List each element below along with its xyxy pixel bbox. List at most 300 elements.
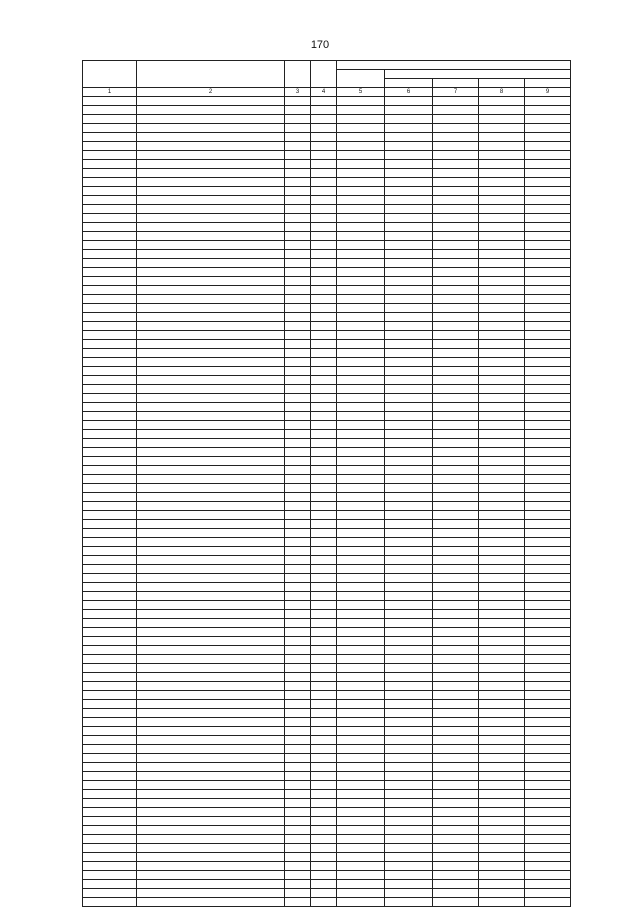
table-row (83, 547, 571, 556)
header-unit (285, 61, 311, 88)
table-row (83, 97, 571, 106)
table-cell (311, 538, 337, 547)
table-cell (385, 502, 433, 511)
table-row (83, 169, 571, 178)
table-cell (337, 394, 385, 403)
table-cell (479, 556, 525, 565)
table-cell (337, 862, 385, 871)
table-cell (83, 196, 137, 205)
table-cell (433, 259, 479, 268)
table-cell (433, 439, 479, 448)
table-cell (337, 205, 385, 214)
table-cell (285, 655, 311, 664)
table-cell (83, 529, 137, 538)
column-number: 3 (285, 88, 311, 97)
table-cell (433, 664, 479, 673)
table-cell (479, 322, 525, 331)
table-cell (311, 232, 337, 241)
table-row (83, 475, 571, 484)
table-cell (311, 781, 337, 790)
table-cell (337, 403, 385, 412)
header-release (337, 70, 385, 88)
table-cell (311, 835, 337, 844)
table-cell (525, 250, 571, 259)
table-cell (525, 259, 571, 268)
table-cell (137, 151, 285, 160)
table-cell (83, 727, 137, 736)
table-cell (337, 781, 385, 790)
table-row (83, 322, 571, 331)
table-cell (433, 448, 479, 457)
table-cell (337, 178, 385, 187)
table-cell (83, 115, 137, 124)
table-cell (83, 718, 137, 727)
table-cell (285, 115, 311, 124)
table-cell (433, 862, 479, 871)
table-cell (337, 466, 385, 475)
table-cell (337, 475, 385, 484)
table-row (83, 898, 571, 907)
table-cell (311, 520, 337, 529)
table-cell (337, 439, 385, 448)
table-row (83, 880, 571, 889)
table-cell (525, 151, 571, 160)
table-row (83, 664, 571, 673)
table-row (83, 106, 571, 115)
table-cell (433, 799, 479, 808)
table-row (83, 439, 571, 448)
table-cell (83, 403, 137, 412)
table-cell (311, 511, 337, 520)
table-cell (479, 277, 525, 286)
table-cell (525, 457, 571, 466)
table-cell (83, 817, 137, 826)
table-cell (525, 889, 571, 898)
table-cell (285, 745, 311, 754)
table-cell (525, 817, 571, 826)
table-cell (479, 124, 525, 133)
table-cell (137, 565, 285, 574)
table-row (83, 844, 571, 853)
table-cell (137, 115, 285, 124)
table-cell (83, 133, 137, 142)
table-cell (137, 97, 285, 106)
header-zone-1 (385, 79, 433, 88)
table-cell (285, 421, 311, 430)
table-cell (433, 232, 479, 241)
table-cell (137, 583, 285, 592)
table-row (83, 133, 571, 142)
table-cell (337, 133, 385, 142)
table-row (83, 565, 571, 574)
table-cell (137, 376, 285, 385)
table-row (83, 826, 571, 835)
table-cell (433, 160, 479, 169)
table-cell (433, 880, 479, 889)
table-cell (525, 772, 571, 781)
table-cell (433, 673, 479, 682)
table-cell (311, 448, 337, 457)
table-cell (479, 196, 525, 205)
table-cell (525, 115, 571, 124)
table-cell (137, 106, 285, 115)
table-cell (337, 376, 385, 385)
table-cell (479, 502, 525, 511)
table-cell (433, 826, 479, 835)
table-cell (385, 754, 433, 763)
table-cell (83, 448, 137, 457)
table-cell (285, 295, 311, 304)
table-cell (337, 502, 385, 511)
table-cell (337, 511, 385, 520)
table-cell (137, 826, 285, 835)
table-row (83, 583, 571, 592)
table-cell (285, 304, 311, 313)
table-cell (385, 259, 433, 268)
table-cell (83, 682, 137, 691)
table-cell (83, 574, 137, 583)
table-cell (385, 898, 433, 907)
table-cell (137, 304, 285, 313)
table-cell (83, 808, 137, 817)
table-cell (479, 232, 525, 241)
table-cell (137, 232, 285, 241)
table-cell (385, 133, 433, 142)
table-cell (83, 304, 137, 313)
table-row (83, 277, 571, 286)
table-row (83, 628, 571, 637)
table-cell (311, 619, 337, 628)
table-cell (285, 376, 311, 385)
table-cell (433, 385, 479, 394)
table-cell (285, 430, 311, 439)
table-cell (525, 205, 571, 214)
table-cell (311, 583, 337, 592)
table-cell (525, 592, 571, 601)
table-cell (479, 727, 525, 736)
table-cell (337, 727, 385, 736)
table-row (83, 232, 571, 241)
table-cell (385, 682, 433, 691)
table-cell (433, 277, 479, 286)
table-cell (385, 421, 433, 430)
column-number: 5 (337, 88, 385, 97)
table-cell (479, 520, 525, 529)
table-cell (311, 529, 337, 538)
table-row (83, 709, 571, 718)
table-cell (385, 430, 433, 439)
table-cell (385, 808, 433, 817)
table-cell (385, 205, 433, 214)
table-row (83, 673, 571, 682)
table-cell (311, 187, 337, 196)
table-cell (433, 142, 479, 151)
table-cell (479, 898, 525, 907)
table-cell (285, 340, 311, 349)
table-cell (83, 709, 137, 718)
table-cell (311, 367, 337, 376)
table-cell (285, 610, 311, 619)
table-cell (433, 610, 479, 619)
table-cell (137, 511, 285, 520)
table-cell (385, 313, 433, 322)
table-cell (83, 205, 137, 214)
table-cell (337, 889, 385, 898)
table-cell (285, 718, 311, 727)
table-cell (337, 808, 385, 817)
table-cell (311, 475, 337, 484)
table-cell (285, 781, 311, 790)
table-cell (525, 871, 571, 880)
table-cell (385, 889, 433, 898)
table-cell (433, 493, 479, 502)
table-cell (385, 790, 433, 799)
table-cell (525, 349, 571, 358)
table-cell (525, 439, 571, 448)
table-cell (311, 376, 337, 385)
table-cell (285, 700, 311, 709)
table-cell (385, 214, 433, 223)
table-cell (385, 493, 433, 502)
table-cell (433, 808, 479, 817)
table-cell (285, 196, 311, 205)
table-cell (311, 322, 337, 331)
table-cell (337, 664, 385, 673)
table-cell (525, 754, 571, 763)
table-cell (337, 835, 385, 844)
table-cell (337, 682, 385, 691)
table-cell (525, 844, 571, 853)
table-cell (433, 430, 479, 439)
table-cell (311, 331, 337, 340)
table-cell (83, 250, 137, 259)
table-cell (337, 169, 385, 178)
table-cell (83, 313, 137, 322)
table-cell (433, 547, 479, 556)
table-cell (83, 898, 137, 907)
table-cell (433, 367, 479, 376)
header-zone-2 (433, 79, 479, 88)
header-price-title (337, 61, 571, 70)
table-cell (285, 124, 311, 133)
table-cell (525, 187, 571, 196)
table-cell (83, 619, 137, 628)
table-cell (83, 862, 137, 871)
table-cell (337, 655, 385, 664)
table-cell (479, 610, 525, 619)
table-cell (311, 736, 337, 745)
table-row (83, 835, 571, 844)
table-cell (433, 394, 479, 403)
table-cell (337, 313, 385, 322)
table-cell (83, 178, 137, 187)
table-cell (479, 169, 525, 178)
table-cell (311, 268, 337, 277)
table-cell (385, 871, 433, 880)
table-cell (137, 403, 285, 412)
table-cell (525, 529, 571, 538)
table-cell (83, 646, 137, 655)
table-cell (385, 709, 433, 718)
table-cell (525, 106, 571, 115)
header-code (83, 61, 137, 88)
table-cell (479, 376, 525, 385)
table-cell (311, 205, 337, 214)
table-cell (83, 421, 137, 430)
table-cell (285, 529, 311, 538)
table-cell (285, 223, 311, 232)
table-row (83, 862, 571, 871)
table-cell (285, 367, 311, 376)
table-cell (311, 844, 337, 853)
table-cell (311, 259, 337, 268)
table-cell (311, 880, 337, 889)
table-cell (385, 232, 433, 241)
table-cell (433, 241, 479, 250)
table-cell (479, 295, 525, 304)
table-cell (137, 250, 285, 259)
table-cell (385, 223, 433, 232)
table-cell (311, 547, 337, 556)
table-cell (311, 223, 337, 232)
table-cell (433, 169, 479, 178)
table-cell (285, 286, 311, 295)
table-cell (137, 817, 285, 826)
table-cell (479, 304, 525, 313)
table-cell (311, 430, 337, 439)
table-cell (385, 331, 433, 340)
table-cell (525, 664, 571, 673)
table-cell (285, 664, 311, 673)
table-cell (433, 403, 479, 412)
table-row (83, 691, 571, 700)
table-cell (83, 412, 137, 421)
table-cell (525, 718, 571, 727)
table-cell (311, 358, 337, 367)
table-cell (137, 790, 285, 799)
table-cell (311, 610, 337, 619)
table-cell (311, 826, 337, 835)
table-row (83, 412, 571, 421)
table-cell (311, 727, 337, 736)
table-cell (137, 610, 285, 619)
table-cell (137, 574, 285, 583)
table-cell (137, 547, 285, 556)
table-cell (83, 601, 137, 610)
header-estimate (385, 70, 571, 79)
table-cell (385, 628, 433, 637)
table-cell (83, 232, 137, 241)
table-cell (137, 808, 285, 817)
header-mass (311, 61, 337, 88)
table-cell (385, 394, 433, 403)
table-cell (137, 673, 285, 682)
table-cell (311, 349, 337, 358)
table-cell (385, 268, 433, 277)
table-cell (137, 475, 285, 484)
table-cell (479, 403, 525, 412)
table-cell (479, 313, 525, 322)
table-cell (337, 304, 385, 313)
table-cell (479, 889, 525, 898)
table-cell (83, 763, 137, 772)
table-cell (137, 331, 285, 340)
table-cell (479, 574, 525, 583)
table-row (83, 259, 571, 268)
table-cell (137, 205, 285, 214)
table-cell (385, 187, 433, 196)
table-row (83, 511, 571, 520)
table-cell (137, 421, 285, 430)
table-cell (479, 709, 525, 718)
table-cell (337, 151, 385, 160)
table-cell (433, 736, 479, 745)
table-cell (83, 844, 137, 853)
table-cell (525, 493, 571, 502)
table-cell (337, 250, 385, 259)
table-cell (337, 853, 385, 862)
table-cell (479, 853, 525, 862)
table-cell (433, 556, 479, 565)
table-cell (525, 295, 571, 304)
table-cell (433, 223, 479, 232)
table-cell (525, 268, 571, 277)
table-row (83, 151, 571, 160)
table-cell (285, 790, 311, 799)
table-cell (311, 403, 337, 412)
table-cell (385, 124, 433, 133)
table-cell (285, 862, 311, 871)
table-cell (525, 520, 571, 529)
table-cell (525, 862, 571, 871)
table-cell (385, 142, 433, 151)
table-cell (525, 394, 571, 403)
table-cell (285, 502, 311, 511)
table-cell (385, 349, 433, 358)
table-cell (285, 826, 311, 835)
table-cell (83, 223, 137, 232)
table-cell (479, 187, 525, 196)
table-cell (385, 619, 433, 628)
table-cell (337, 277, 385, 286)
table-cell (337, 214, 385, 223)
table-cell (385, 295, 433, 304)
table-cell (137, 781, 285, 790)
table-cell (385, 691, 433, 700)
table-cell (479, 682, 525, 691)
table-cell (433, 700, 479, 709)
table-cell (83, 286, 137, 295)
table-cell (385, 700, 433, 709)
table-cell (337, 826, 385, 835)
table-cell (83, 358, 137, 367)
table-cell (337, 691, 385, 700)
table-cell (385, 358, 433, 367)
table-row (83, 637, 571, 646)
table-cell (385, 745, 433, 754)
table-cell (337, 898, 385, 907)
table-cell (83, 466, 137, 475)
table-cell (285, 394, 311, 403)
table-cell (337, 259, 385, 268)
table-cell (83, 871, 137, 880)
table-cell (311, 574, 337, 583)
table-cell (311, 457, 337, 466)
table-cell (479, 142, 525, 151)
table-cell (337, 745, 385, 754)
table-row (83, 817, 571, 826)
table-cell (433, 520, 479, 529)
